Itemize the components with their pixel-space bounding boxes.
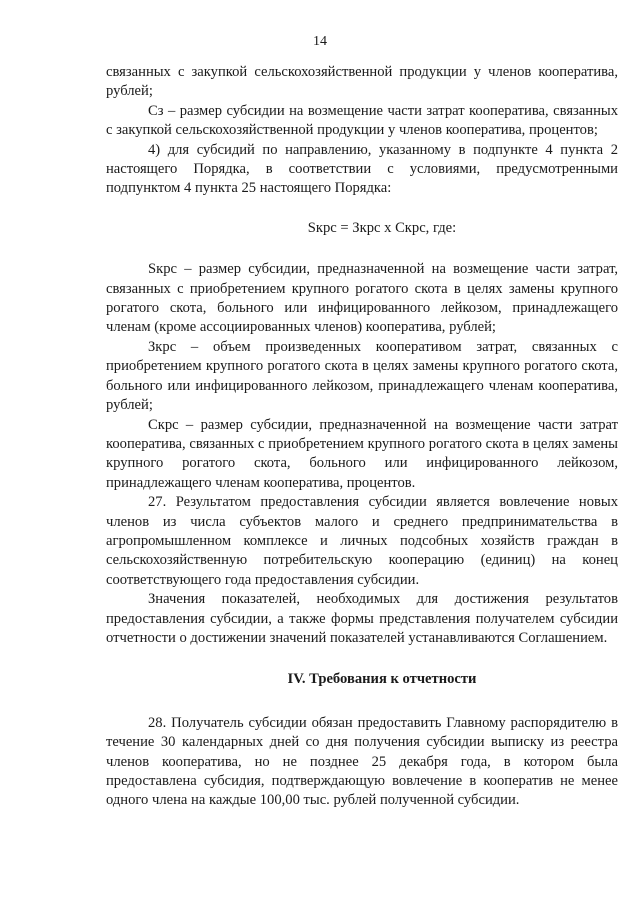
paragraph-indicators: Значения показателей, необходимых для достижения результатов предоставления субсидии, а также формы представления получателем субсидии отчетности о достижении значений показателей устанавливаются Соглашением.	[106, 591, 618, 646]
paragraph-sz-definition: Сз – размер субсидии на возмещение части затрат кооператива, связанных с закупкой сельскохозяйственной продукции у членов кооператива, процентов;	[106, 102, 618, 139]
paragraph-zkrs-definition: Зкрс – объем произведенных кооперативом затрат, связанных с приобретением крупного рогатого скота в целях замены крупного рогатого скота, больного или инфицированного лейкозом, принадлежащего членам кооператива, рублей;	[106, 338, 618, 414]
formula: Sкрс = Зкрс x Скрс, где:	[307, 219, 457, 236]
paragraph-continuation: связанных с закупкой сельскохозяйственной продукции у членов кооператива, рублей;	[106, 64, 618, 100]
paragraph-27: 27. Результатом предоставления субсидии является вовлечение новых членов из числа субъектов малого и среднего предпринимательства в агропромышленном комплексе и личных подсобных хозяйств граждан в сельскохозяйственную потребительскую кооперацию (единиц) на конец соответствующего года предоставления субсидии.	[106, 494, 618, 588]
paragraph-28: 28. Получатель субсидии обязан предоставить Главному распорядителю в течение 30 календарных дней со дня получения субсидии выписку из реестра членов кооператива, но не позднее 25 декабря года, в котором была предоставлена субсидия, подтверждающую вовлечение в кооператив не менее одного члена на каждые 100,00 тыс. рублей полученной субсидии.	[106, 714, 618, 809]
document-body	[106, 63, 618, 811]
section-heading: IV. Требования к отчетности	[287, 671, 477, 688]
paragraph-ckrs-definition: Скрс – размер субсидии, предназначенной на возмещение части затрат кооператива, связанных с приобретением крупного рогатого скота в целях замены крупного рогатого скота, больного или инфицированного лейкозом, принадлежащего членам кооператива, процентов.	[106, 416, 618, 491]
paragraph-skrs-definition: Sкрс – размер субсидии, предназначенной на возмещение части затрат, связанных с приобретением крупного рогатого скота в целях замены крупного рогатого скота, больного или инфицированного лейкозом, принадлежащего членам (кроме ассоциированных членов) кооператива, рублей;	[106, 261, 618, 336]
page-number: 14	[313, 34, 327, 49]
paragraph-item-4: 4) для субсидий по направлению, указанному в подпункте 4 пункта 2 настоящего Порядка, в соответствии с условиями, предусмотренными подпунктом 4 пункта 25 настоящего Порядка:	[106, 141, 618, 197]
